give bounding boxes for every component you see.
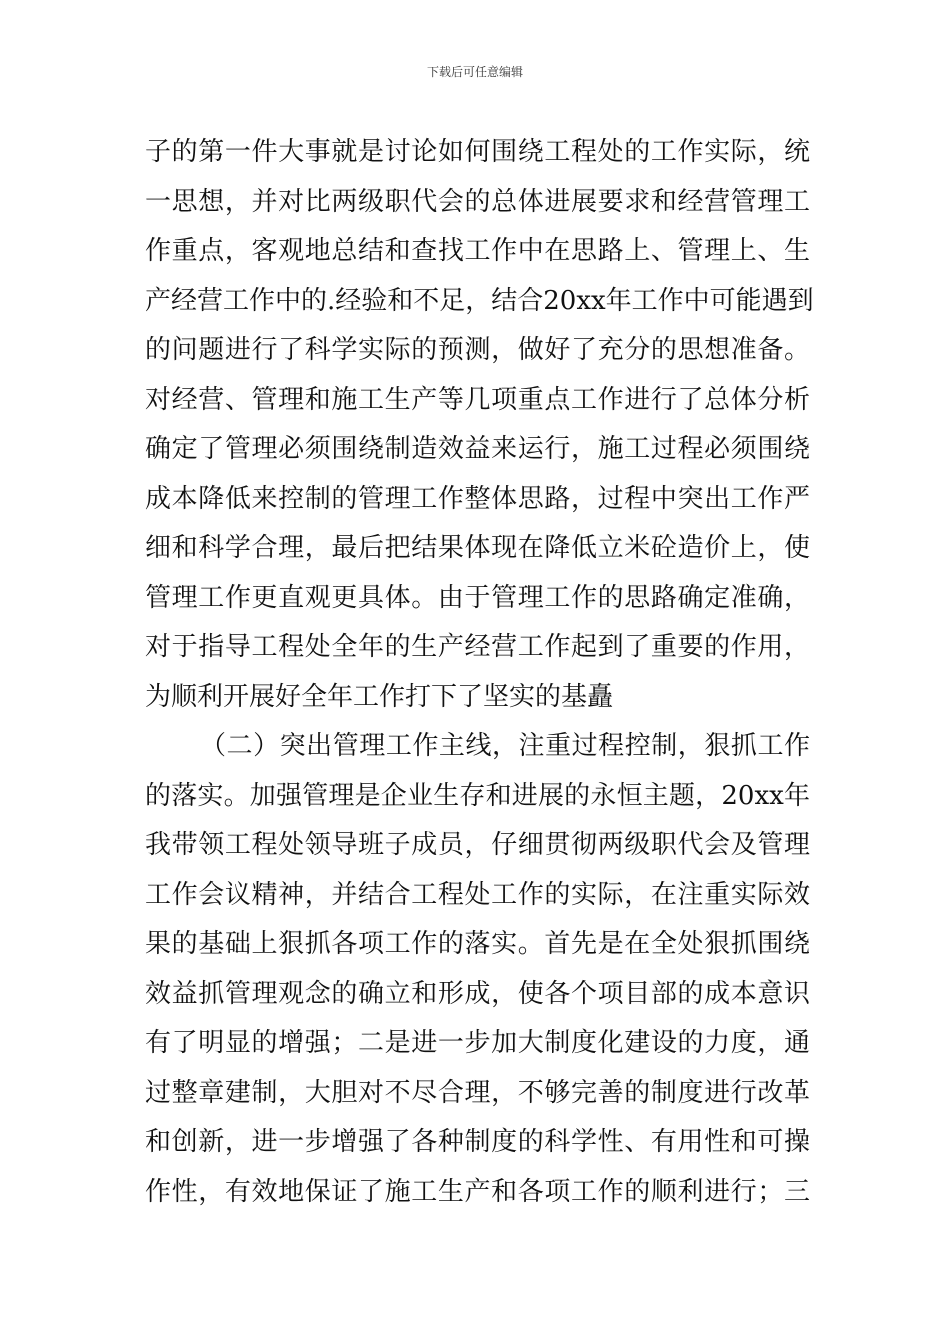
- text-line: 产经营工作中的.经验和不足，结合20xx年工作中可能遇到: [145, 285, 814, 316]
- text-line: 有了明显的增强；二是进一步加大制度化建设的力度，通: [145, 1028, 810, 1058]
- text-line: 的落实。加强管理是企业生存和进展的永恒主题，20xx年: [145, 780, 810, 811]
- text-line: 细和科学合理，最后把结果体现在降低立米砼造价上，使: [145, 533, 810, 563]
- text-line: 管理工作更直观更具体。由于管理工作的思路确定准确，: [145, 582, 810, 613]
- text-line: 和创新，进一步增强了各种制度的科学性、有用性和可操: [145, 1127, 810, 1157]
- text-line: 果的基础上狠抓各项工作的落实。首先是在全处狠抓围绕: [145, 929, 810, 959]
- text-line: 对于指导工程处全年的生产经营工作起到了重要的作用，: [145, 632, 810, 662]
- text-line: 子的第一件大事就是讨论如何围绕工程处的工作实际，统: [145, 137, 810, 167]
- paragraph-end-line: 为顺利开展好全年工作打下了坚实的基矗: [145, 681, 614, 712]
- section-heading-line: （二）突出管理工作主线，注重过程控制，狠抓工作: [200, 731, 810, 761]
- text-line: 确定了管理必须围绕制造效益来运行，施工过程必须围绕: [145, 434, 810, 464]
- text-line: 我带领工程处领导班子成员，仔细贯彻两级职代会及管理: [145, 830, 810, 860]
- text-line: 作重点，客观地总结和查找工作中在思路上、管理上、生: [145, 236, 810, 266]
- document-body: [145, 128, 814, 1217]
- text-line: 成本降低来控制的管理工作整体思路，过程中突出工作严: [145, 483, 810, 514]
- text-line: 工作会议精神，并结合工程处工作的实际，在注重实际效: [145, 879, 810, 910]
- text-line: 一思想，并对比两级职代会的总体进展要求和经营管理工: [145, 186, 810, 217]
- text-line: 过整章建制，大胆对不尽合理，不够完善的制度进行改革: [145, 1077, 810, 1108]
- page-header-note: 下载后可任意编辑: [426, 65, 523, 79]
- text-line: 对经营、管理和施工生产等几项重点工作进行了总体分析: [145, 384, 810, 415]
- text-line: 效益抓管理观念的确立和形成，使各个项目部的成本意识: [145, 978, 810, 1009]
- text-line: 作性，有效地保证了施工生产和各项工作的顺利进行；三: [145, 1176, 810, 1207]
- text-line: 的问题进行了科学实际的预测，做好了充分的思想准备。: [145, 335, 810, 365]
